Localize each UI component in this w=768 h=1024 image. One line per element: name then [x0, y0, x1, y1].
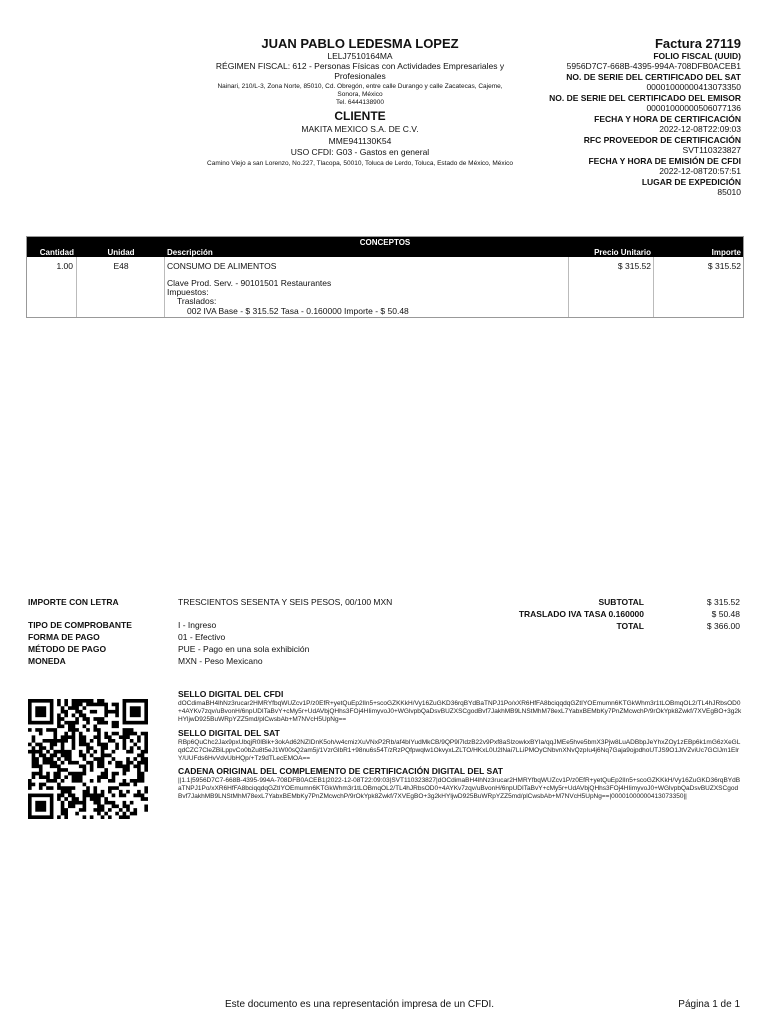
header-unidad: Unidad — [77, 248, 165, 257]
tipo-label: TIPO DE COMPROBANTE — [28, 620, 132, 630]
emission-label: FECHA Y HORA DE EMISIÓN DE CFDI — [588, 156, 741, 166]
place-value: 85010 — [717, 187, 741, 197]
row-clave: Clave Prod. Serv. - 90101501 Restaurantes — [167, 278, 332, 288]
serie-emisor-label: NO. DE SERIE DEL CERTIFICADO DEL EMISOR — [549, 93, 741, 103]
moneda-label: MONEDA — [28, 656, 66, 666]
row-iva: 002 IVA Base - $ 315.52 Tasa - 0.160000 Importe - $ 50.48 — [187, 306, 409, 316]
iva-value: $ 50.48 — [711, 609, 740, 619]
serie-sat-label: NO. DE SERIE DEL CERTIFICADO DEL SAT — [566, 72, 741, 82]
page-number: Página 1 de 1 — [678, 999, 740, 1010]
row-impuestos: Impuestos: — [167, 287, 209, 297]
row-traslados: Traslados: — [177, 296, 217, 306]
stamps-block — [178, 689, 742, 801]
header-precio: Precio Unitario — [569, 248, 651, 257]
client-uso-cfdi: USO CFDI: G03 - Gastos en general — [290, 147, 430, 157]
rfc-prov-label: RFC PROVEEDOR DE CERTIFICACIÓN — [583, 135, 741, 145]
header-importe: Importe — [655, 248, 741, 257]
row-descripcion — [167, 261, 565, 316]
serie-emisor-value: 00001000000506077136 — [646, 103, 741, 113]
rfc-prov-value: SVT110323827 — [682, 145, 741, 155]
importe-letra-label: IMPORTE CON LETRA — [28, 597, 119, 607]
cert-date-label: FECHA Y HORA DE CERTIFICACIÓN — [594, 114, 741, 124]
issuer-rfc: LELJ7510164MA — [327, 51, 393, 61]
sello-sat-value: RBp6QuChc2Jax9pxUbqjR0lBik+3okAd62NZIDnK5oh/w4cmizXuVNxP2Rb/af4bIYudMkCB/9QP9l7ldzB22v9Pxf8aSlzowkxBYIa/qqJMEe5hve5bmX3Pjw8LuADBbpJeYhxZOy1zEBp6k1mG6zXeGLqdCZC7CleZBiLppvCo0bZu8t5eJ1W00sQ2am5j/1VzrGlbR1+98nu6s54T/zRzPQfpwqlw1OkvyxLZLTO/HKxL0U2lNai7LLiPMOyCNbvnXNvQzpIu4j6Nq7Gaja9ojpdhoUTJS9O1JtVZviUc7GClJm1ElrY/UUFds6HvVdvUbHQp/+Tz9dTLecEMOA== — [178, 739, 741, 762]
sello-cfdi-value: dOCdimaBH4lhNz3rucar2HMRYfbqWUZcv1P/z0EfR+yetQuEp2lIn5+scoGZKKkH/Vy16ZuGKD36rqBYdBaTNPJ1Po/xXR6HfFA8bciqqdqGZtIYOEmumn6KTGkWhm3r1tLOBmqOL2/TL4hJRbsOD0+4AYKv7zqv/uBvonH/6npUDITaBvY+cMy5r+UdAVbjQHhs3FOj4HIimyvoJ0+WGlvpbQaDsvBUZXSCgodBvf7JakhMB9LNStMhM78exL7YabxBEMbKy7PnZMcwchP/9rOkYpk8Zwkf/7XVEgBO+3g2kHYljwD925BuWRpYZZ5md/plCwsbAb+M7NVcH5UpNg== — [178, 700, 742, 723]
row-descripcion-text: CONSUMO DE ALIMENTOS — [167, 261, 277, 271]
forma-label: FORMA DE PAGO — [28, 632, 100, 642]
sello-cfdi-label: SELLO DIGITAL DEL CFDI — [178, 689, 284, 699]
cadena-label: CADENA ORIGINAL DEL COMPLEMENTO DE CERTIFICACIÓN DIGITAL DEL SAT — [178, 766, 503, 776]
place-label: LUGAR DE EXPEDICIÓN — [641, 177, 741, 187]
issuer-regimen: RÉGIMEN FISCAL: 612 - Personas Físicas con Actividades Empresariales y Profesionales — [215, 61, 505, 81]
sello-sat-label: SELLO DIGITAL DEL SAT — [178, 728, 280, 738]
metodo-label: MÉTODO DE PAGO — [28, 644, 107, 654]
cert-date-value: 2022-12-08T22:09:03 — [659, 124, 741, 134]
folio-label: FOLIO FISCAL (UUID) — [653, 51, 741, 61]
metodo-value: PUE - Pago en una sola exhibición — [178, 644, 310, 654]
footer-note: Este documento es una representación impresa de un CFDI. — [225, 999, 495, 1010]
qr-code-icon — [28, 699, 148, 819]
fiscal-block — [481, 36, 741, 198]
issuer-name: JUAN PABLO LEDESMA LOPEZ — [261, 36, 459, 51]
client-name: MAKITA MEXICO S.A. DE C.V. — [301, 124, 419, 134]
header-descripcion: Descripción — [167, 248, 567, 257]
folio-value: 5956D7C7-668B-4395-994A-708DFB0ACEB1 — [566, 61, 741, 71]
importe-letra-value: TRESCIENTOS SESENTA Y SEIS PESOS, 00/100 MXN — [178, 597, 393, 607]
tipo-value: I - Ingreso — [178, 620, 217, 630]
row-cantidad: 1.00 — [56, 261, 73, 271]
concepts-title: CONCEPTOS — [27, 237, 743, 248]
serie-sat-value: 00001000000413073350 — [646, 82, 741, 92]
total-label: TOTAL — [616, 621, 644, 631]
header-cantidad: Cantidad — [27, 248, 74, 257]
row-precio: $ 315.52 — [617, 261, 651, 271]
client-address: Camino Viejo a san Lorenzo, No.227, Tlacopa, 50010, Toluca de Lerdo, Toluca, Estado de México, México — [207, 160, 513, 167]
invoice-title: Factura 27119 — [654, 36, 741, 51]
row-unidad: E48 — [113, 261, 129, 271]
row-importe: $ 315.52 — [707, 261, 741, 271]
emission-value: 2022-12-08T20:57:51 — [659, 166, 741, 176]
subtotal-value: $ 315.52 — [706, 597, 740, 607]
cadena-value: ||1.1|5956D7C7-668B-4395-994A-708DFB0ACEB1|2022-12-08T22:09:03|SVT110323827|dOCdimaBH4lhNz3rucar2HMRYfbqWUZcv1P/z0EfR+yetQuEp2lIn5+scoGZKKkH/Vy16ZuGKD36rqBYdBaTNPJ1Po/xXR6HfFA8bciqqdqGZtIYOEmumn6KTGkWhm3r1tLOBmqOL2/TL4hJRbsOD0+4AYKv7zqv/uBvonH/6npUDITaBvY+cMy5r+UdAVbjQHhs3FOj4HIimyvoJ0+WGlvpbQaDsvBUZXSCgodBvf7JakhMB9LNStMhM78exL7YabxBEMbKy7PnZMcwchP/9rOkYpk8Zwkf/7XVEgBO+3g2kHYljwD925BuWRpYZZ5md/plCwsbAb+M7NVcH5UpNg==|00001000000413073350|| — [178, 777, 741, 800]
issuer-phone: Tel. 6444138900 — [335, 99, 385, 106]
concepts-table — [26, 236, 744, 318]
issuer-address: Nainari, 210/L-3, Zona Norte, 85010, Cd. Obregón, entre calle Durango y calle Zacatecas, Cajeme, Sonora, México — [217, 83, 503, 98]
total-value: $ 366.00 — [706, 621, 740, 631]
moneda-value: MXN - Peso Mexicano — [178, 656, 263, 666]
subtotal-label: SUBTOTAL — [598, 597, 644, 607]
iva-label: TRASLADO IVA TASA 0.160000 — [518, 609, 644, 619]
forma-value: 01 - Efectivo — [178, 632, 226, 642]
client-rfc: MME941130K54 — [328, 136, 392, 146]
client-title: CLIENTE — [334, 109, 386, 123]
